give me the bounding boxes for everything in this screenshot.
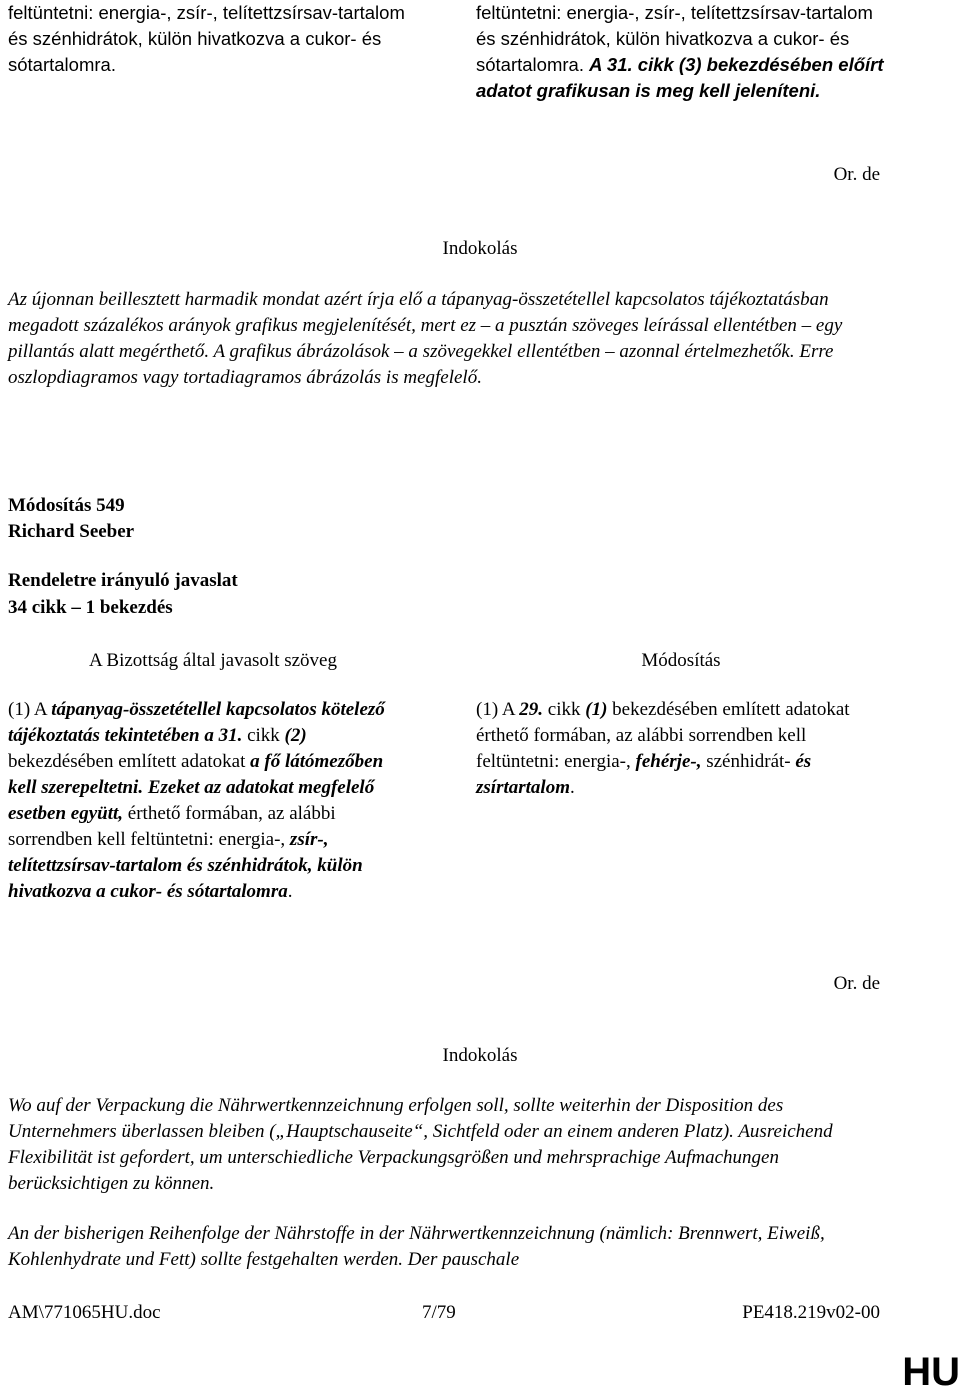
left-text-segment: zsír-, telítettzsírsav-tartalom és szénhidrátok, külön hivatkozva a cukor- és sótartalomra [8, 829, 363, 902]
language-code: HU [902, 1350, 960, 1394]
right-text-segment: (1) A [476, 699, 520, 720]
right-continuation-plain: feltüntetni: energia-, zsír-, telítettzsírsav-tartalom és szénhidrátok, külön hivatkozva a cukor- és sótartalomra. [476, 2, 873, 75]
justification-paragraph-1: Wo auf der Verpackung die Nährwertkennzeichnung erfolgen soll, sollte weiterhin der Disposition des Unternehmers überlassen bleiben („Hauptschauseite“, Sichtfeld oder an einem anderen Platz). Ausreichend Flexibilität ist gefordert, um unterschiedliche Verpackungsgrößen und mehrsprachige Aufmachungen berücksichtigen zu können. [8, 1095, 833, 1194]
justification-heading: Indokolás [442, 238, 518, 259]
document-reference: AM\771065HU.doc [8, 1302, 161, 1323]
left-text-segment: . [287, 881, 293, 902]
page-number: 7/79 [422, 1302, 456, 1323]
original-language-note: Or. de [833, 164, 880, 185]
amendment-text-header: Módosítás [641, 650, 721, 671]
left-text-segment: tápanyag-összetétellel kapcsolatos kötelező tájékoztatás tekintetében a 31. [8, 699, 385, 746]
left-text-segment: érthető formában, az alábbi sorrendben kell feltüntetni: energia-, [8, 803, 336, 850]
commission-text [8, 697, 406, 905]
commission-text-header: A Bizottság által javasolt szöveg [88, 650, 337, 671]
justification-normal-part: A grafikus ábrázolások – a szövegekkel ellentétben – azonnal értelmezhetők. Erre oszlopdiagramos vagy tortadiagramos ábrázolás is megfelelő. [8, 341, 834, 388]
original-language-note-2: Or. de [833, 973, 880, 994]
right-text-segment: cikk [543, 699, 586, 720]
left-text-segment: a fő látómezőben kell szerepeltetni. Ezeket az adatokat megfelelő esetben együtt, [8, 751, 384, 824]
left-text-segment: bekezdésében említett adatokat [8, 751, 251, 772]
right-text-segment: fehérje-, [635, 751, 702, 772]
proposal-title: Rendeletre irányuló javaslat [8, 570, 238, 591]
justification-italic-part: Az újonnan beillesztett harmadik mondat azért írja elő a tápanyag-összetétellel kapcsolatos tájékoztatásban megadott százalékos arányok grafikus megjelenítését, mert ez – a pusztán szöveges leírással ellentétben – egy pillantás alatt megérthető. [8, 289, 843, 362]
right-text-segment: és zsírtartalom [476, 751, 812, 798]
left-text-segment: cikk [242, 725, 285, 746]
right-text-segment: (1) [585, 699, 608, 720]
justification-heading-2: Indokolás [442, 1045, 518, 1066]
right-continuation-emphasis: A 31. cikk (3) bekezdésében előírt adatot grafikusan is meg kell jeleníteni. [476, 54, 884, 101]
left-text-segment: (1) A [8, 699, 52, 720]
pe-reference: PE418.219v02-00 [742, 1302, 880, 1323]
article-reference: 34 cikk – 1 bekezdés [8, 597, 173, 618]
left-text-segment: (2) [284, 725, 307, 746]
left-continuation-text: feltüntetni: energia-, zsír-, telítettzsírsav-tartalom és szénhidrátok, külön hivatkozva a cukor- és sótartalomra. [8, 2, 405, 75]
right-text-segment: . [569, 777, 575, 798]
justification-paragraph-2: An der bisherigen Reihenfolge der Nährstoffe in der Nährwertkennzeichnung (nämlich: Brennwert, Eiweiß, Kohlenhydrate und Fett) sollte festgehalten werden. Der pauschale [8, 1223, 825, 1270]
amendment-text [476, 697, 886, 801]
right-text-segment: szénhidrát- [701, 751, 796, 772]
right-continuation-text [476, 0, 886, 104]
right-text-segment: 29. [519, 699, 544, 720]
amendment-author: Richard Seeber [8, 521, 135, 542]
right-text-segment: bekezdésében említett adatokat érthető formában, az alábbi sorrendben kell feltüntetni: energia-, [476, 699, 850, 772]
justification-text [8, 287, 880, 391]
amendment-number: Módosítás 549 [8, 495, 125, 516]
